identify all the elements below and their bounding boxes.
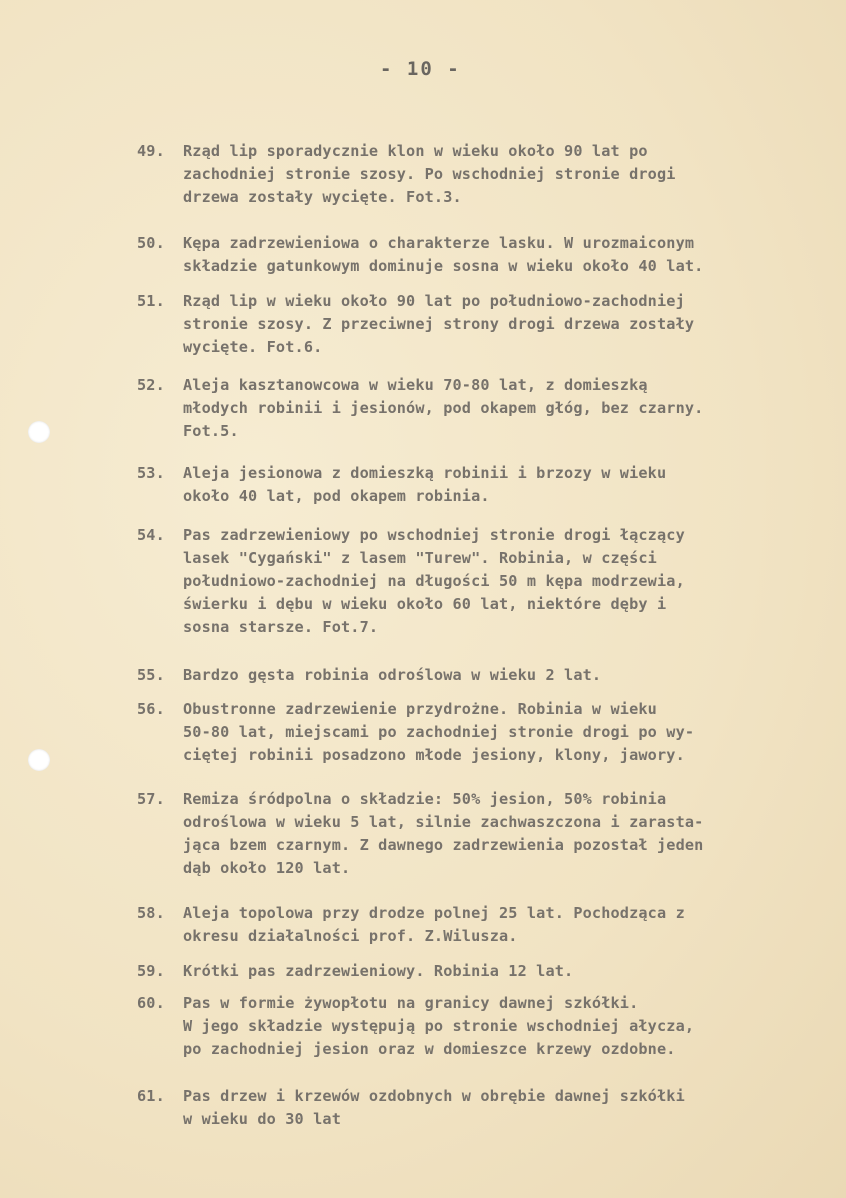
entry-number: 60. xyxy=(137,994,165,1012)
entry-line: w wieku do 30 lat xyxy=(183,1110,341,1128)
entry-number: 51. xyxy=(137,292,165,310)
entry-line: Pas drzew i krzewów ozdobnych w obrębie dawnej szkółki xyxy=(183,1087,685,1105)
entry-text xyxy=(183,960,823,983)
entry-line: okresu działalności prof. Z.Wilusza. xyxy=(183,927,518,945)
entry-text xyxy=(183,788,823,880)
list-item xyxy=(137,374,823,443)
list-item xyxy=(137,992,823,1061)
entry-number: 58. xyxy=(137,904,165,922)
entry-number: 59. xyxy=(137,962,165,980)
entry-line: zachodniej stronie szosy. Po wschodniej stronie drogi xyxy=(183,165,676,183)
entry-line: Pas w formie żywopłotu na granicy dawnej szkółki. xyxy=(183,994,639,1012)
entry-line: po zachodniej jesion oraz w domieszce krzewy ozdobne. xyxy=(183,1040,676,1058)
entry-line: świerku i dębu w wieku około 60 lat, niektóre dęby i xyxy=(183,595,667,613)
list-item xyxy=(137,698,823,767)
entry-text xyxy=(183,992,823,1061)
punch-hole-top xyxy=(28,421,50,443)
entry-line: odroślowa w wieku 5 lat, silnie zachwaszczona i zarasta- xyxy=(183,813,704,831)
entry-line: południowo-zachodniej na długości 50 m kępa modrzewia, xyxy=(183,572,685,590)
entry-line: Fot.5. xyxy=(183,422,239,440)
entry-line: Aleja kasztanowcowa w wieku 70-80 lat, z domieszką xyxy=(183,376,648,394)
entry-number: 61. xyxy=(137,1087,165,1105)
entry-line: ciętej robinii posadzono młode jesiony, klony, jawory. xyxy=(183,746,685,764)
entry-line: około 40 lat, pod okapem robinia. xyxy=(183,487,490,505)
entry-line: 50-80 lat, miejscami po zachodniej stronie drogi po wy- xyxy=(183,723,695,741)
list-item xyxy=(137,524,823,639)
entry-text xyxy=(183,698,823,767)
entry-text xyxy=(183,232,823,278)
entry-number: 55. xyxy=(137,666,165,684)
entry-line: Aleja jesionowa z domieszką robinii i brzozy w wieku xyxy=(183,464,667,482)
entry-line: Aleja topolowa przy drodze polnej 25 lat. Pochodząca z xyxy=(183,904,685,922)
list-item xyxy=(137,960,823,983)
entry-text xyxy=(183,524,823,639)
list-item xyxy=(137,1085,823,1131)
entry-line: Kępa zadrzewieniowa o charakterze lasku. W urozmaiconym xyxy=(183,234,695,252)
entry-number: 53. xyxy=(137,464,165,482)
entry-line: Pas zadrzewieniowy po wschodniej stronie drogi łączący xyxy=(183,526,685,544)
list-item xyxy=(137,290,823,359)
entry-number: 50. xyxy=(137,234,165,252)
entry-line: Rząd lip w wieku około 90 lat po południowo-zachodniej xyxy=(183,292,685,310)
entry-number: 49. xyxy=(137,142,165,160)
entry-text xyxy=(183,462,823,508)
entry-line: Bardzo gęsta robinia odroślowa w wieku 2 lat. xyxy=(183,666,602,684)
entry-line: W jego składzie występują po stronie wschodniej ałycza, xyxy=(183,1017,695,1035)
entry-number: 54. xyxy=(137,526,165,544)
entry-line: dąb około 120 lat. xyxy=(183,859,351,877)
list-item xyxy=(137,140,823,209)
entry-line: młodych robinii i jesionów, pod okapem głóg, bez czarny. xyxy=(183,399,704,417)
page-number: - 10 - xyxy=(380,58,461,80)
entry-text xyxy=(183,1085,823,1131)
entry-text xyxy=(183,140,823,209)
entry-text xyxy=(183,290,823,359)
entry-line: Rząd lip sporadycznie klon w wieku około 90 lat po xyxy=(183,142,648,160)
entry-line: lasek "Cygański" z lasem "Turew". Robinia, w części xyxy=(183,549,657,567)
list-item xyxy=(137,232,823,278)
entry-number: 56. xyxy=(137,700,165,718)
entry-line: jąca bzem czarnym. Z dawnego zadrzewienia pozostał jeden xyxy=(183,836,704,854)
entry-line: Krótki pas zadrzewieniowy. Robinia 12 lat. xyxy=(183,962,574,980)
entry-line: Obustronne zadrzewienie przydrożne. Robinia w wieku xyxy=(183,700,657,718)
list-item xyxy=(137,902,823,948)
entry-text xyxy=(183,902,823,948)
punch-hole-bottom xyxy=(28,749,50,771)
entry-line: Remiza śródpolna o składzie: 50% jesion, 50% robinia xyxy=(183,790,667,808)
entry-line: sosna starsze. Fot.7. xyxy=(183,618,379,636)
entry-text xyxy=(183,664,823,687)
list-item xyxy=(137,664,823,687)
list-item xyxy=(137,788,823,880)
entry-number: 52. xyxy=(137,376,165,394)
entry-line: składzie gatunkowym dominuje sosna w wieku około 40 lat. xyxy=(183,257,704,275)
entry-line: stronie szosy. Z przeciwnej strony drogi drzewa zostały xyxy=(183,315,695,333)
entry-line: drzewa zostały wycięte. Fot.3. xyxy=(183,188,462,206)
entry-line: wycięte. Fot.6. xyxy=(183,338,323,356)
entry-number: 57. xyxy=(137,790,165,808)
entry-text xyxy=(183,374,823,443)
list-item xyxy=(137,462,823,508)
